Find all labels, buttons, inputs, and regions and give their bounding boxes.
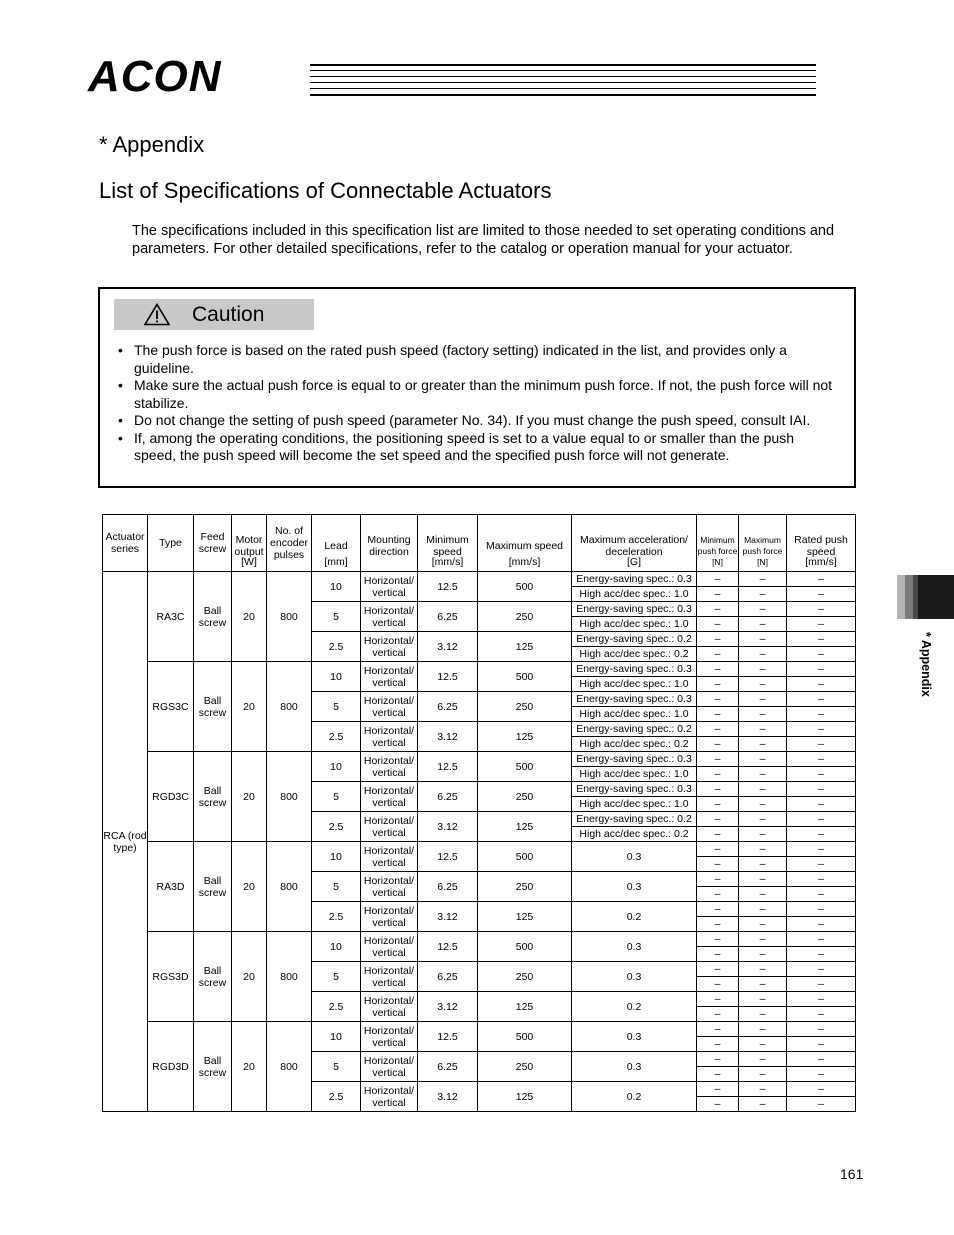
min-push-force-cell: – (697, 767, 739, 782)
min-push-force-cell: – (697, 662, 739, 677)
motor-output-cell: 20 (232, 572, 267, 662)
min-push-force-cell: – (697, 632, 739, 647)
type-cell: RGS3D (148, 932, 194, 1022)
min-speed-cell: 6.25 (418, 1052, 478, 1082)
max-acceleration-cell: 0.3 (572, 962, 697, 992)
mounting-direction-cell: Horizontal/ vertical (361, 1082, 418, 1112)
max-push-force-cell: – (739, 812, 787, 827)
max-acceleration-cell: 0.3 (572, 1022, 697, 1052)
max-speed-cell: 250 (478, 692, 572, 722)
min-speed-cell: 12.5 (418, 1022, 478, 1052)
min-push-force-cell: – (697, 857, 739, 872)
rated-push-speed-cell: – (787, 752, 856, 767)
acon-logo: ACON (88, 52, 222, 101)
max-acceleration-cell: High acc/dec spec.: 1.0 (572, 767, 697, 782)
max-acceleration-cell: 0.2 (572, 992, 697, 1022)
max-push-force-cell: – (739, 1022, 787, 1037)
column-header-unit: [mm/s] (805, 556, 837, 568)
max-push-force-cell: – (739, 887, 787, 902)
caution-item: • The push force is based on the rated push speed (factory setting) indicated in the list, and provides only a guideline. (114, 342, 836, 377)
motor-output-cell: 20 (232, 842, 267, 932)
min-push-force-cell: – (697, 992, 739, 1007)
lead-cell: 5 (312, 692, 361, 722)
rated-push-speed-cell: – (787, 872, 856, 887)
min-push-force-cell: – (697, 797, 739, 812)
min-push-force-cell: – (697, 572, 739, 587)
min-push-force-cell: – (697, 947, 739, 962)
rated-push-speed-cell: – (787, 947, 856, 962)
rated-push-speed-cell: – (787, 647, 856, 662)
max-acceleration-cell: Energy-saving spec.: 0.3 (572, 602, 697, 617)
lead-cell: 5 (312, 782, 361, 812)
min-speed-cell: 3.12 (418, 1082, 478, 1112)
intro-paragraph: The specifications included in this specification list are limited to those needed to set operating conditions and parameters. For other detailed specifications, refer to the catalog or operation manual for your actuator. (132, 223, 835, 257)
rated-push-speed-cell: – (787, 782, 856, 797)
rated-push-speed-cell: – (787, 857, 856, 872)
mounting-direction-cell: Horizontal/ vertical (361, 932, 418, 962)
encoder-pulses-cell: 800 (267, 932, 312, 1022)
max-speed-cell: 250 (478, 872, 572, 902)
rated-push-speed-cell: – (787, 812, 856, 827)
rated-push-speed-cell: – (787, 1067, 856, 1082)
page-number: 161 (840, 1166, 864, 1182)
rated-push-speed-cell: – (787, 1022, 856, 1037)
caution-item: • Make sure the actual push force is equal to or greater than the minimum push force. If not, the push force will not stabilize. (114, 377, 836, 412)
mounting-direction-cell: Horizontal/ vertical (361, 902, 418, 932)
mounting-direction-cell: Horizontal/ vertical (361, 992, 418, 1022)
max-acceleration-cell: Energy-saving spec.: 0.2 (572, 722, 697, 737)
min-push-force-cell: – (697, 1097, 739, 1112)
rated-push-speed-cell: – (787, 617, 856, 632)
max-speed-cell: 125 (478, 812, 572, 842)
max-push-force-cell: – (739, 977, 787, 992)
min-push-force-cell: – (697, 1007, 739, 1022)
min-speed-cell: 12.5 (418, 752, 478, 782)
rated-push-speed-cell: – (787, 917, 856, 932)
caution-title: Caution (192, 302, 265, 326)
lead-cell: 10 (312, 752, 361, 782)
column-header-text: Minimum speed (426, 534, 469, 558)
max-push-force-cell: – (739, 707, 787, 722)
max-speed-cell: 125 (478, 1082, 572, 1112)
table-row (103, 752, 856, 767)
min-push-force-cell: – (697, 692, 739, 707)
column-header-unit: [W] (241, 556, 257, 568)
feed-screw-cell: Ball screw (194, 572, 232, 662)
lead-cell: 10 (312, 932, 361, 962)
column-header-unit: [G] (626, 556, 641, 568)
encoder-pulses-cell: 800 (267, 842, 312, 932)
mounting-direction-cell: Horizontal/ vertical (361, 842, 418, 872)
min-push-force-cell: – (697, 707, 739, 722)
column-header-text: Maximum acceleration/ deceleration (580, 534, 688, 558)
column-header-unit: [mm] (324, 556, 348, 568)
logo-rule-lines (310, 64, 816, 98)
mounting-direction-cell: Horizontal/ vertical (361, 1052, 418, 1082)
max-push-force-cell: – (739, 752, 787, 767)
min-push-force-cell: – (697, 617, 739, 632)
max-acceleration-cell: Energy-saving spec.: 0.3 (572, 572, 697, 587)
max-push-force-cell: – (739, 932, 787, 947)
min-speed-cell: 12.5 (418, 932, 478, 962)
min-push-force-cell: – (697, 602, 739, 617)
min-speed-cell: 12.5 (418, 842, 478, 872)
max-push-force-cell: – (739, 902, 787, 917)
mounting-direction-cell: Horizontal/ vertical (361, 692, 418, 722)
rated-push-speed-cell: – (787, 1052, 856, 1067)
max-speed-cell: 250 (478, 1052, 572, 1082)
side-tab-label: * Appendix (919, 632, 933, 697)
mounting-direction-cell: Horizontal/ vertical (361, 812, 418, 842)
max-acceleration-cell: Energy-saving spec.: 0.3 (572, 662, 697, 677)
lead-cell: 5 (312, 872, 361, 902)
min-speed-cell: 12.5 (418, 662, 478, 692)
rated-push-speed-cell: – (787, 902, 856, 917)
max-acceleration-cell: Energy-saving spec.: 0.2 (572, 632, 697, 647)
feed-screw-cell: Ball screw (194, 842, 232, 932)
min-speed-cell: 3.12 (418, 632, 478, 662)
rated-push-speed-cell: – (787, 827, 856, 842)
mounting-direction-cell: Horizontal/ vertical (361, 782, 418, 812)
rated-push-speed-cell: – (787, 1082, 856, 1097)
motor-output-cell: 20 (232, 932, 267, 1022)
max-acceleration-cell: High acc/dec spec.: 0.2 (572, 827, 697, 842)
rated-push-speed-cell: – (787, 1097, 856, 1112)
column-header-text: Lead (324, 540, 348, 552)
mounting-direction-cell: Horizontal/ vertical (361, 632, 418, 662)
min-push-force-cell: – (697, 782, 739, 797)
appendix-heading: * Appendix (99, 132, 205, 157)
min-speed-cell: 3.12 (418, 902, 478, 932)
motor-output-cell: 20 (232, 1022, 267, 1112)
column-header-text: Motor output (234, 534, 264, 558)
feed-screw-cell: Ball screw (194, 662, 232, 752)
max-acceleration-cell: High acc/dec spec.: 1.0 (572, 707, 697, 722)
min-push-force-cell: – (697, 872, 739, 887)
encoder-pulses-cell: 800 (267, 662, 312, 752)
max-speed-cell: 125 (478, 632, 572, 662)
lead-cell: 2.5 (312, 992, 361, 1022)
column-header-text: Feed screw (198, 531, 227, 555)
mounting-direction-cell: Horizontal/ vertical (361, 572, 418, 602)
column-header-text: Actuator series (105, 531, 145, 555)
feed-screw-cell: Ball screw (194, 932, 232, 1022)
max-push-force-cell: – (739, 767, 787, 782)
warning-triangle-icon (144, 303, 170, 326)
encoder-pulses-cell: 800 (267, 752, 312, 842)
column-header (478, 515, 572, 572)
max-push-force-cell: – (739, 677, 787, 692)
rated-push-speed-cell: – (787, 1037, 856, 1052)
max-acceleration-cell: High acc/dec spec.: 1.0 (572, 617, 697, 632)
column-header (572, 515, 697, 572)
min-push-force-cell: – (697, 1022, 739, 1037)
column-header-text: Mounting direction (367, 534, 411, 558)
table-row (103, 1022, 856, 1037)
max-speed-cell: 250 (478, 962, 572, 992)
rated-push-speed-cell: – (787, 737, 856, 752)
min-push-force-cell: – (697, 887, 739, 902)
rated-push-speed-cell: – (787, 677, 856, 692)
mounting-direction-cell: Horizontal/ vertical (361, 602, 418, 632)
caution-item: • If, among the operating conditions, the positioning speed is set to a value equal to or smaller than the push speed, the push speed will become the set speed and the specified push force will not generate. (114, 430, 836, 465)
rated-push-speed-cell: – (787, 842, 856, 857)
max-push-force-cell: – (739, 857, 787, 872)
motor-output-cell: 20 (232, 662, 267, 752)
min-speed-cell: 6.25 (418, 872, 478, 902)
max-acceleration-cell: High acc/dec spec.: 1.0 (572, 677, 697, 692)
max-push-force-cell: – (739, 782, 787, 797)
column-header (267, 515, 312, 572)
rated-push-speed-cell: – (787, 887, 856, 902)
max-speed-cell: 500 (478, 932, 572, 962)
rated-push-speed-cell: – (787, 572, 856, 587)
max-acceleration-cell: 0.3 (572, 872, 697, 902)
motor-output-cell: 20 (232, 752, 267, 842)
table-row (103, 932, 856, 947)
rated-push-speed-cell: – (787, 977, 856, 992)
min-push-force-cell: – (697, 677, 739, 692)
mounting-direction-cell: Horizontal/ vertical (361, 1022, 418, 1052)
column-header (103, 515, 148, 572)
column-header (418, 515, 478, 572)
max-push-force-cell: – (739, 1067, 787, 1082)
mounting-direction-cell: Horizontal/ vertical (361, 722, 418, 752)
type-cell: RGS3C (148, 662, 194, 752)
column-header-text: Type (159, 537, 182, 549)
max-acceleration-cell: 0.2 (572, 902, 697, 932)
column-header-unit: [mm/s] (508, 556, 541, 568)
max-acceleration-cell: Energy-saving spec.: 0.2 (572, 812, 697, 827)
rated-push-speed-cell: – (787, 932, 856, 947)
type-cell: RA3D (148, 842, 194, 932)
mounting-direction-cell: Horizontal/ vertical (361, 962, 418, 992)
column-header (739, 515, 787, 572)
column-header-text: No. of encoder pulses (270, 525, 308, 561)
lead-cell: 2.5 (312, 902, 361, 932)
min-push-force-cell: – (697, 962, 739, 977)
mounting-direction-cell: Horizontal/ vertical (361, 872, 418, 902)
rated-push-speed-cell: – (787, 602, 856, 617)
rated-push-speed-cell: – (787, 662, 856, 677)
encoder-pulses-cell: 800 (267, 1022, 312, 1112)
min-push-force-cell: – (697, 1082, 739, 1097)
max-speed-cell: 125 (478, 992, 572, 1022)
rated-push-speed-cell: – (787, 632, 856, 647)
min-speed-cell: 6.25 (418, 782, 478, 812)
max-push-force-cell: – (739, 962, 787, 977)
column-header (787, 515, 856, 572)
max-speed-cell: 250 (478, 602, 572, 632)
max-push-force-cell: – (739, 692, 787, 707)
column-header-text: Minimum push force (697, 535, 738, 556)
lead-cell: 10 (312, 842, 361, 872)
max-speed-cell: 125 (478, 902, 572, 932)
mounting-direction-cell: Horizontal/ vertical (361, 752, 418, 782)
table-header-row (103, 515, 856, 572)
rated-push-speed-cell: – (787, 1007, 856, 1022)
column-header (148, 515, 194, 572)
max-push-force-cell: – (739, 872, 787, 887)
max-speed-cell: 500 (478, 662, 572, 692)
max-speed-cell: 500 (478, 1022, 572, 1052)
lead-cell: 10 (312, 572, 361, 602)
max-push-force-cell: – (739, 947, 787, 962)
lead-cell: 5 (312, 962, 361, 992)
table-row (103, 662, 856, 677)
max-push-force-cell: – (739, 587, 787, 602)
max-acceleration-cell: Energy-saving spec.: 0.3 (572, 782, 697, 797)
lead-cell: 5 (312, 1052, 361, 1082)
min-push-force-cell: – (697, 647, 739, 662)
rated-push-speed-cell: – (787, 767, 856, 782)
max-push-force-cell: – (739, 617, 787, 632)
lead-cell: 2.5 (312, 632, 361, 662)
max-push-force-cell: – (739, 647, 787, 662)
rated-push-speed-cell: – (787, 992, 856, 1007)
max-push-force-cell: – (739, 632, 787, 647)
max-push-force-cell: – (739, 842, 787, 857)
min-push-force-cell: – (697, 1037, 739, 1052)
min-speed-cell: 3.12 (418, 722, 478, 752)
max-push-force-cell: – (739, 992, 787, 1007)
min-push-force-cell: – (697, 812, 739, 827)
rated-push-speed-cell: – (787, 722, 856, 737)
min-push-force-cell: – (697, 587, 739, 602)
max-acceleration-cell: 0.3 (572, 842, 697, 872)
max-speed-cell: 250 (478, 782, 572, 812)
min-push-force-cell: – (697, 752, 739, 767)
min-speed-cell: 3.12 (418, 992, 478, 1022)
type-cell: RGD3D (148, 1022, 194, 1112)
max-speed-cell: 500 (478, 752, 572, 782)
caution-list (114, 342, 836, 465)
rated-push-speed-cell: – (787, 587, 856, 602)
lead-cell: 5 (312, 602, 361, 632)
rated-push-speed-cell: – (787, 797, 856, 812)
side-tab (897, 575, 954, 619)
min-push-force-cell: – (697, 737, 739, 752)
min-push-force-cell: – (697, 917, 739, 932)
max-acceleration-cell: High acc/dec spec.: 1.0 (572, 797, 697, 812)
max-push-force-cell: – (739, 1052, 787, 1067)
column-header (361, 515, 418, 572)
lead-cell: 10 (312, 662, 361, 692)
max-acceleration-cell: High acc/dec spec.: 0.2 (572, 737, 697, 752)
caution-box (98, 287, 856, 488)
max-push-force-cell: – (739, 827, 787, 842)
column-header (312, 515, 361, 572)
feed-screw-cell: Ball screw (194, 1022, 232, 1112)
table-row (103, 572, 856, 587)
spec-table (102, 514, 856, 1112)
column-header-unit: [mm/s] (431, 556, 464, 568)
section-heading: List of Specifications of Connectable Actuators (99, 178, 552, 203)
min-push-force-cell: – (697, 1067, 739, 1082)
max-speed-cell: 500 (478, 572, 572, 602)
max-push-force-cell: – (739, 917, 787, 932)
min-speed-cell: 12.5 (418, 572, 478, 602)
max-push-force-cell: – (739, 1007, 787, 1022)
min-speed-cell: 6.25 (418, 692, 478, 722)
caution-item: • Do not change the setting of push speed (parameter No. 34). If you must change the push speed, consult IAI. (114, 412, 836, 430)
column-header-unit: [N] (712, 557, 723, 567)
max-push-force-cell: – (739, 1097, 787, 1112)
type-cell: RA3C (148, 572, 194, 662)
min-push-force-cell: – (697, 827, 739, 842)
max-push-force-cell: – (739, 1037, 787, 1052)
mounting-direction-cell: Horizontal/ vertical (361, 662, 418, 692)
min-push-force-cell: – (697, 932, 739, 947)
min-push-force-cell: – (697, 1052, 739, 1067)
rated-push-speed-cell: – (787, 692, 856, 707)
column-header (194, 515, 232, 572)
max-acceleration-cell: 0.3 (572, 932, 697, 962)
column-header-text: Maximum speed (485, 540, 564, 552)
caution-tag (114, 299, 314, 330)
lead-cell: 2.5 (312, 812, 361, 842)
max-speed-cell: 125 (478, 722, 572, 752)
min-push-force-cell: – (697, 902, 739, 917)
lead-cell: 10 (312, 1022, 361, 1052)
max-acceleration-cell: High acc/dec spec.: 0.2 (572, 647, 697, 662)
rated-push-speed-cell: – (787, 962, 856, 977)
feed-screw-cell: Ball screw (194, 752, 232, 842)
max-push-force-cell: – (739, 722, 787, 737)
column-header-text: Maximum push force (742, 535, 783, 556)
type-cell: RGD3C (148, 752, 194, 842)
encoder-pulses-cell: 800 (267, 572, 312, 662)
max-push-force-cell: – (739, 1082, 787, 1097)
column-header (697, 515, 739, 572)
lead-cell: 2.5 (312, 1082, 361, 1112)
lead-cell: 2.5 (312, 722, 361, 752)
max-push-force-cell: – (739, 797, 787, 812)
rated-push-speed-cell: – (787, 707, 856, 722)
max-acceleration-cell: High acc/dec spec.: 1.0 (572, 587, 697, 602)
table-row (103, 842, 856, 857)
max-acceleration-cell: Energy-saving spec.: 0.3 (572, 692, 697, 707)
max-push-force-cell: – (739, 602, 787, 617)
min-push-force-cell: – (697, 722, 739, 737)
column-header-text: Rated push speed (794, 534, 848, 558)
max-acceleration-cell: 0.2 (572, 1082, 697, 1112)
actuator-series-cell: RCA (rod type) (103, 572, 148, 1112)
max-push-force-cell: – (739, 572, 787, 587)
max-acceleration-cell: Energy-saving spec.: 0.3 (572, 752, 697, 767)
max-acceleration-cell: 0.3 (572, 1052, 697, 1082)
min-push-force-cell: – (697, 977, 739, 992)
min-speed-cell: 6.25 (418, 962, 478, 992)
min-speed-cell: 3.12 (418, 812, 478, 842)
max-speed-cell: 500 (478, 842, 572, 872)
max-push-force-cell: – (739, 662, 787, 677)
min-push-force-cell: – (697, 842, 739, 857)
max-push-force-cell: – (739, 737, 787, 752)
column-header (232, 515, 267, 572)
min-speed-cell: 6.25 (418, 602, 478, 632)
column-header-unit: [N] (757, 557, 768, 567)
